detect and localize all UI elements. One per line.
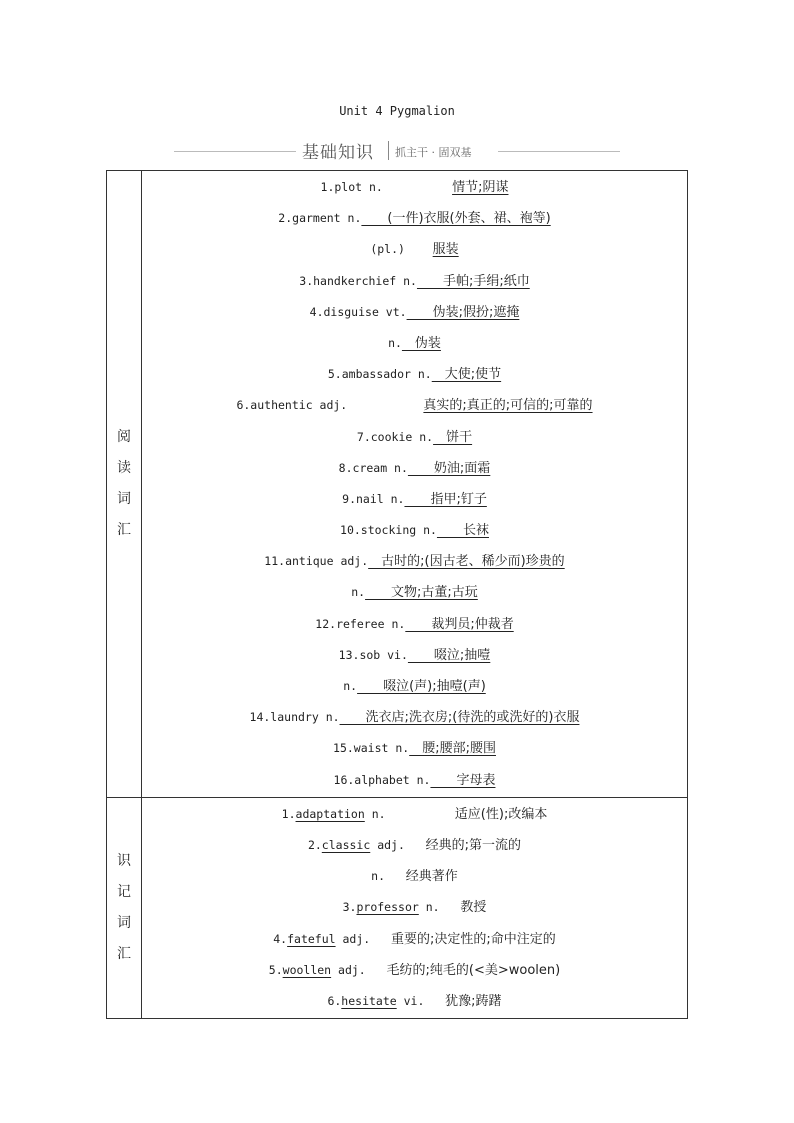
banner-main-text: 基础知识 — [302, 143, 374, 163]
vocab-meaning: 经典的;第一流的 — [425, 837, 522, 853]
section-label-char: 记 — [117, 883, 131, 900]
vocab-row — [142, 234, 687, 265]
vocab-answer: 裁判员;仲裁者 — [405, 616, 514, 632]
vocab-term: (pl.) — [370, 242, 405, 257]
vocab-answer: 啜泣(声);抽噎(声) — [357, 679, 486, 694]
vocab-pos: adj. — [335, 931, 391, 946]
vocab-answer: 手帕;手绢;纸巾 — [416, 273, 530, 289]
vocab-row — [142, 640, 687, 671]
vocab-term: n. — [343, 679, 358, 693]
vocab-answer: 啜泣;抽噎 — [407, 647, 491, 663]
vocab-term: 11.antique adj. — [264, 554, 369, 569]
vocab-term: n. — [351, 585, 366, 600]
vocab-term: 3.handkerchief n. — [299, 273, 417, 288]
vocab-answer: 饼干 — [433, 429, 473, 445]
vocab-answer: 伪装;假扮;遮掩 — [406, 304, 520, 320]
vocab-meaning: 经典著作 — [405, 869, 458, 885]
section-label-char: 识 — [117, 852, 131, 869]
vocab-answer: 大使;使节 — [431, 367, 502, 383]
vocab-row — [142, 203, 687, 234]
vocab-term: 14.laundry n. — [249, 710, 340, 725]
vocab-row — [142, 671, 687, 702]
vocab-answer: 古时的;(因古老、稀少而)珍贵的 — [368, 554, 565, 570]
section-banner — [174, 138, 620, 164]
vocab-row — [142, 830, 687, 861]
vocab-row — [142, 609, 687, 640]
vocab-meaning: 重要的;决定性的;命中注定的 — [390, 931, 556, 947]
banner-rule-right — [498, 151, 620, 152]
vocab-row — [142, 765, 687, 796]
vocab-row — [142, 546, 687, 577]
vocab-pos: adj. — [331, 962, 387, 977]
vocab-term: 6.authentic adj. — [236, 398, 348, 413]
vocab-word: professor — [356, 900, 419, 915]
reading-vocab-section — [107, 171, 688, 798]
vocab-answer: 腰;腰部;腰围 — [409, 741, 496, 757]
section-label-char: 汇 — [117, 945, 131, 962]
vocab-meaning: 教授 — [460, 900, 487, 916]
vocab-answer: 长袜 — [436, 523, 489, 539]
reading-vocab-list — [142, 171, 688, 798]
vocab-pos: n. — [371, 869, 406, 884]
vocab-pos: adj. — [370, 837, 426, 852]
vocab-word: classic — [321, 837, 371, 852]
vocab-row — [142, 799, 687, 830]
vocab-row — [142, 266, 687, 297]
vocab-spacer — [405, 242, 433, 256]
memory-vocab-list — [142, 797, 688, 1018]
vocab-meaning: 适应(性);改编本 — [454, 806, 548, 822]
vocab-answer: 洗衣店;洗衣房;(待洗的或洗好的)衣服 — [339, 710, 580, 726]
vocab-row — [142, 390, 687, 421]
vocab-term: 13.sob vi. — [338, 647, 408, 662]
vocab-pos: vi. — [396, 993, 446, 1008]
vocab-row — [142, 892, 687, 923]
vocab-word: adaptation — [295, 806, 365, 821]
vocab-row — [142, 986, 687, 1017]
vocab-word: hesitate — [341, 993, 397, 1008]
vocab-row — [142, 577, 687, 608]
vocab-spacer — [347, 398, 423, 412]
vocab-row — [142, 484, 687, 515]
vocab-row — [142, 453, 687, 484]
vocab-number: 1. — [281, 806, 296, 821]
vocab-meaning: 毛纺的;纯毛的(<美>woolen) — [386, 962, 561, 978]
vocab-row — [142, 955, 687, 986]
vocab-term: 2.garment n. — [278, 211, 362, 226]
vocabulary-table — [106, 170, 688, 1019]
vocab-answer: 字母表 — [430, 772, 496, 788]
section-label-char: 词 — [117, 914, 131, 931]
vocab-row — [142, 359, 687, 390]
vocab-row — [142, 733, 687, 764]
vocab-answer: 指甲;钉子 — [404, 491, 487, 507]
vocab-term: 15.waist n. — [333, 741, 410, 756]
section-label-memory — [107, 797, 142, 1018]
vocab-term: 7.cookie n. — [356, 429, 434, 444]
vocab-term: 8.cream n. — [338, 460, 408, 475]
vocab-term: n. — [388, 335, 402, 350]
vocab-row — [142, 861, 687, 892]
vocab-answer: 真实的;真正的;可信的;可靠的 — [423, 398, 593, 414]
vocab-row — [142, 172, 687, 203]
section-label-char: 汇 — [117, 521, 131, 538]
vocab-meaning: 犹豫;踌躇 — [445, 993, 502, 1009]
vocab-term: 4.disguise vt. — [309, 304, 407, 319]
vocab-answer: 情节;阴谋 — [452, 180, 509, 195]
vocab-pos: n. — [418, 900, 461, 915]
vocab-row — [142, 297, 687, 328]
section-label-char: 阅 — [117, 428, 131, 445]
memory-vocab-section — [107, 797, 688, 1018]
vocab-pos: n. — [364, 806, 455, 821]
vocab-number: 6. — [327, 993, 342, 1008]
vocab-term: 16.alphabet n. — [333, 772, 431, 787]
banner-divider — [388, 141, 389, 160]
vocab-answer: (一件)衣服(外套、裙、袍等) — [361, 211, 551, 227]
vocab-number: 3. — [342, 900, 357, 915]
vocab-answer: 文物;古董;古玩 — [365, 585, 478, 601]
vocab-row — [142, 924, 687, 955]
vocab-row — [142, 702, 687, 733]
vocab-number: 4. — [273, 931, 288, 946]
vocab-answer: 奶油;面霜 — [407, 460, 491, 476]
page-title: Unit 4 Pygmalion — [339, 104, 455, 118]
vocab-word: woollen — [282, 962, 332, 977]
vocab-row — [142, 422, 687, 453]
section-label-reading — [107, 171, 142, 798]
banner-rule-left — [174, 151, 296, 152]
vocab-row — [142, 328, 687, 359]
vocab-answer: 伪装 — [401, 335, 441, 351]
vocab-term: 5.ambassador n. — [327, 367, 432, 382]
vocab-term: 1.plot n. — [320, 180, 383, 194]
banner-sub-text: 抓主干 · 固双基 — [395, 146, 472, 159]
vocab-number: 2. — [307, 837, 322, 852]
vocab-row — [142, 515, 687, 546]
vocab-term: 9.nail n. — [342, 491, 405, 506]
section-label-char: 读 — [117, 459, 131, 476]
vocab-term: 12.referee n. — [315, 616, 406, 631]
vocab-word: fateful — [287, 931, 336, 946]
vocab-number: 5. — [268, 962, 283, 977]
vocab-spacer — [383, 180, 452, 194]
vocab-answer: 服装 — [432, 242, 459, 258]
vocab-term: 10.stocking n. — [340, 523, 437, 538]
section-label-char: 词 — [117, 490, 131, 507]
